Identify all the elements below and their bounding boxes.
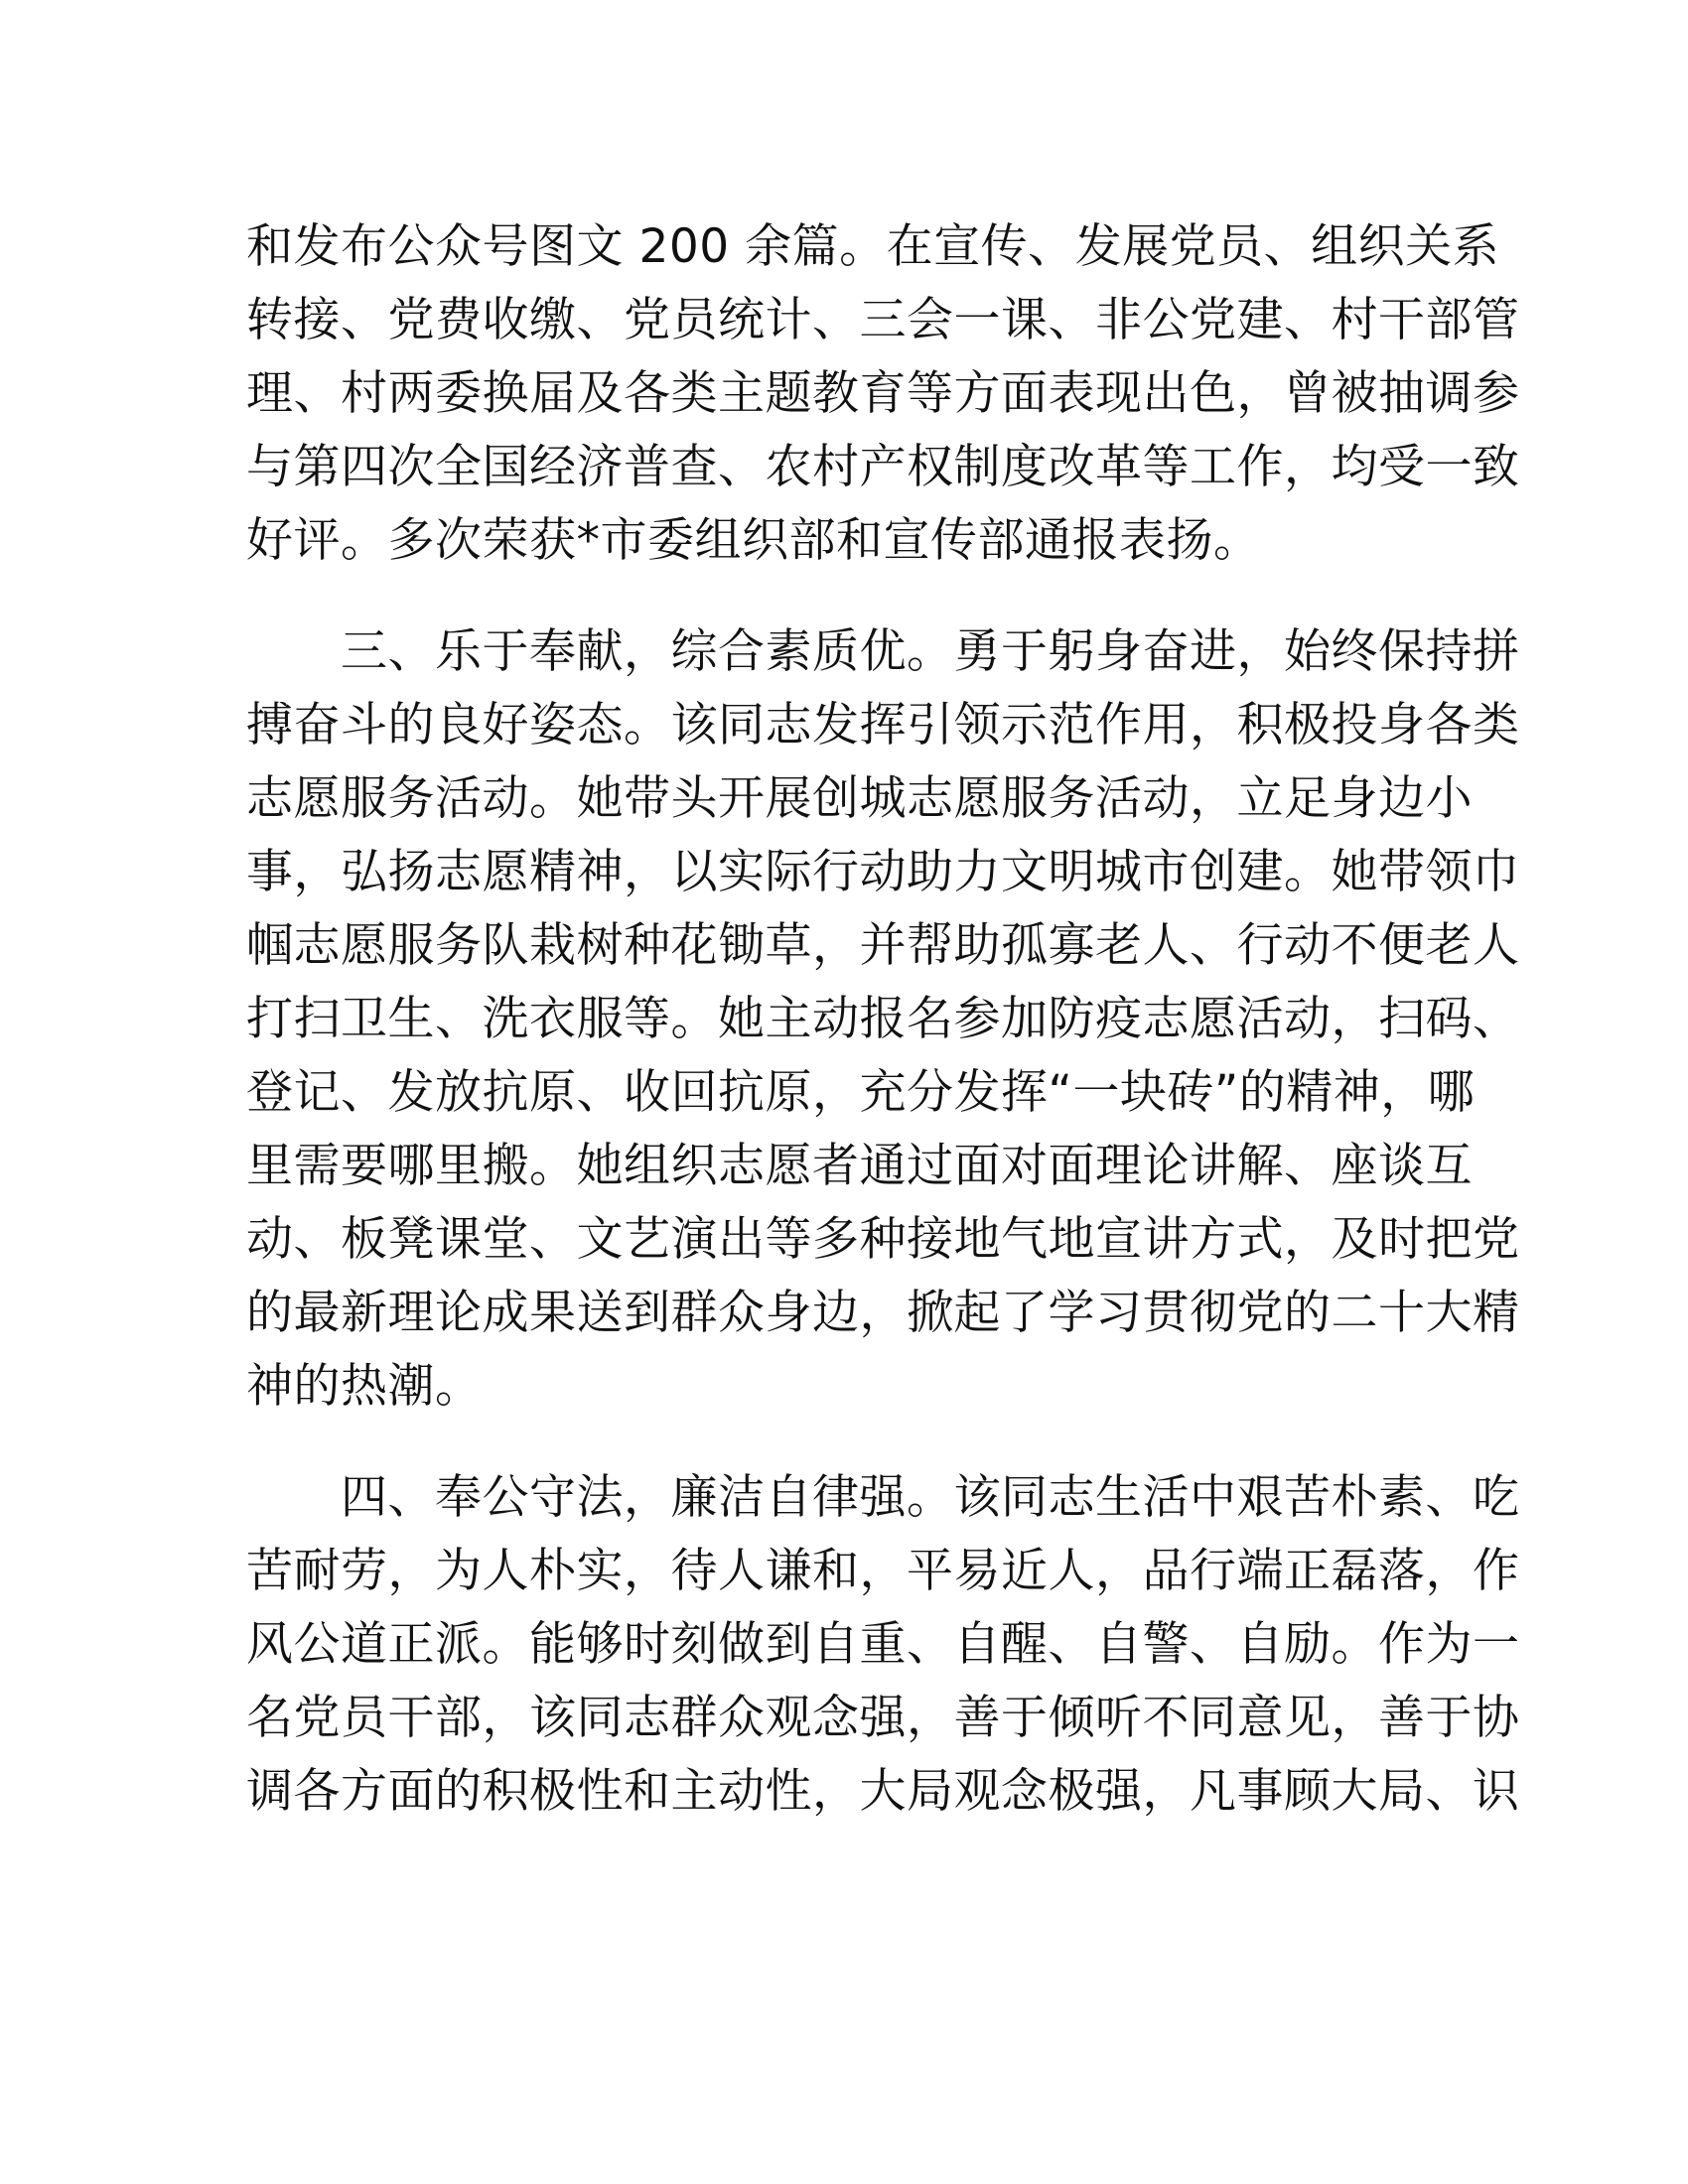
text-line: 苦耐劳，为人朴实，待人谦和，平易近人，品行端正磊落，作 xyxy=(246,1544,1520,1598)
document-body xyxy=(246,210,1520,1829)
text-line: 好评。多次荣获*市委组织部和宣传部通报表扬。 xyxy=(246,513,1261,568)
text-line: 帼志愿服务队栽树种花锄草，并帮助孤寡老人、行动不便老人 xyxy=(246,918,1520,973)
text-line: 打扫卫生、洗衣服等。她主动报名参加防疫志愿活动，扫码、 xyxy=(246,992,1520,1046)
text-line: 的最新理论成果送到群众身边，掀起了学习贯彻党的二十大精 xyxy=(246,1286,1520,1340)
text-line: 与第四次全国经济普查、农村产权制度改革等工作，均受一致 xyxy=(246,440,1520,494)
text-line: 志愿服务活动。她带头开展创城志愿服务活动，立足身边小 xyxy=(246,771,1473,826)
text-line: 和发布公众号图文 200 余篇。在宣传、发展党员、组织关系 xyxy=(246,219,1500,274)
text-line: 风公道正派。能够时刻做到自重、自醒、自警、自励。作为一 xyxy=(246,1617,1520,1672)
text-line: 四、奉公守法，廉洁自律强。该同志生活中艰苦朴素、吃 xyxy=(246,1470,1520,1525)
paragraph-spacer xyxy=(246,578,1448,615)
text-line: 搏奋斗的良好姿态。该同志发挥引领示范作用，积极投身各类 xyxy=(246,698,1520,752)
text-line: 动、板凳课堂、文艺演出等多种接地气地宣讲方式，及时把党 xyxy=(246,1212,1520,1267)
paragraph-section-four xyxy=(246,1461,1520,1829)
text-line: 事，弘扬志愿精神，以实际行动助力文明城市创建。她带领巾 xyxy=(246,845,1520,899)
paragraph-section-three xyxy=(246,615,1520,1424)
text-line: 三、乐于奉献，综合素质优。勇于躬身奋进，始终保持拼 xyxy=(246,624,1520,679)
paragraph-spacer xyxy=(246,1424,1448,1461)
text-line: 调各方面的积极性和主动性，大局观念极强，凡事顾大局、识 xyxy=(246,1764,1520,1819)
text-line: 理、村两委换届及各类主题教育等方面表现出色，曾被抽调参 xyxy=(246,366,1520,421)
text-line: 里需要哪里搬。她组织志愿者通过面对面理论讲解、座谈互 xyxy=(246,1139,1473,1193)
text-line: 神的热潮。 xyxy=(246,1359,483,1414)
text-line: 名党员干部，该同志群众观念强，善于倾听不同意见，善于协 xyxy=(246,1691,1520,1745)
text-line: 转接、党费收缴、党员统计、三会一课、非公党建、村干部管 xyxy=(246,293,1520,347)
text-line: 登记、发放抗原、收回抗原，充分发挥“一块砖”的精神，哪 xyxy=(246,1065,1476,1120)
paragraph-continuation xyxy=(246,210,1520,578)
